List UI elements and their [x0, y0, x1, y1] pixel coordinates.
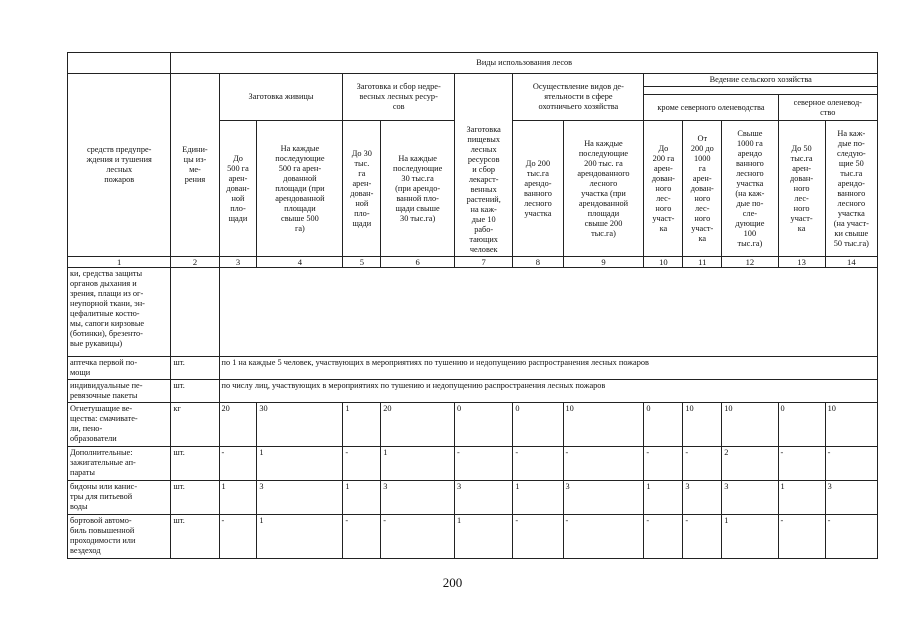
- row-name: индивидуальные пе- ревязочные пакеты: [68, 380, 171, 403]
- col-number: 3: [219, 257, 257, 268]
- row-value: 1: [644, 481, 683, 515]
- header-group-agriculture: Ведение сельского хозяйства: [644, 74, 878, 87]
- row-value: -: [343, 447, 381, 481]
- row-value: -: [219, 447, 257, 481]
- page-number: 200: [442, 575, 463, 590]
- row-value: 3: [455, 481, 513, 515]
- row-span-note: по числу лиц, участвующих в мероприятиях по тушению и недопущению распространения лесных пожаров: [219, 380, 877, 403]
- col-number: 8: [513, 257, 563, 268]
- table-row: [68, 515, 878, 559]
- row-value: 20: [381, 403, 455, 447]
- row-unit: кг: [171, 403, 219, 447]
- col-number: 4: [257, 257, 343, 268]
- row-value: 3: [722, 481, 778, 515]
- row-value: -: [381, 515, 455, 559]
- row-unit: [171, 268, 219, 357]
- row-value: -: [778, 515, 825, 559]
- row-value: -: [219, 515, 257, 559]
- row-unit: шт.: [171, 380, 219, 403]
- row-value: 1: [455, 515, 513, 559]
- row-span-note: по 1 на каждые 5 человек, участвующих в мероприятиях по тушению и недопущению распространения лесных пожаров: [219, 357, 877, 380]
- row-value: 10: [683, 403, 722, 447]
- col-number: 11: [683, 257, 722, 268]
- row-name: ки, средства защиты органов дыхания и зрения, плащи из ог- неупорной ткани, эн- цефалитные костю- мы, сапоги кирзовые (ботинки), брезенто- вые рукавицы): [68, 268, 171, 357]
- row-value: 10: [825, 403, 877, 447]
- row-value: 1: [257, 515, 343, 559]
- col-number: 13: [778, 257, 825, 268]
- row-value: -: [825, 515, 877, 559]
- row-value: 1: [219, 481, 257, 515]
- row-value: 0: [644, 403, 683, 447]
- row-value: 3: [683, 481, 722, 515]
- header-col-11: От 200 до 1000 га арен- дован- ного лес- ного участ- ка: [683, 121, 722, 257]
- header-group-nonwood: Заготовка и сбор недре- весных лесных ресур- сов: [343, 74, 455, 121]
- row-value: -: [343, 515, 381, 559]
- header-col-3: До 500 га арен- дован- ной пло- щади: [219, 121, 257, 257]
- row-name: Дополнительные: зажигательные ап- параты: [68, 447, 171, 481]
- row-value: 20: [219, 403, 257, 447]
- header-units-col: Едини- цы из- ме- рения: [171, 74, 219, 257]
- header-first-col: средств предупре- ждения и тушения лесных пожаров: [68, 74, 171, 257]
- header-col-5: До 30 тыс. га арен- дован- ной пло- щади: [343, 121, 381, 257]
- row-unit: шт.: [171, 447, 219, 481]
- row-value: 0: [513, 403, 563, 447]
- row-span-note: [219, 268, 877, 357]
- table-row: [68, 357, 878, 380]
- header-col-10: До 200 га арен- дован- ного лес- ного участ- ка: [644, 121, 683, 257]
- row-unit: шт.: [171, 357, 219, 380]
- row-name: аптечка первой по- мощи: [68, 357, 171, 380]
- row-unit: шт.: [171, 481, 219, 515]
- col-number: 10: [644, 257, 683, 268]
- row-value: 3: [381, 481, 455, 515]
- row-value: 3: [563, 481, 644, 515]
- header-col-12: Свыше 1000 га арендо ванного лесного участка (на каж- дые по- сле- дующие 100 тыс.га): [722, 121, 778, 257]
- col-number: 7: [455, 257, 513, 268]
- row-value: -: [563, 447, 644, 481]
- row-value: -: [683, 447, 722, 481]
- table-row: [68, 481, 878, 515]
- header-spacer: [644, 87, 878, 95]
- header-title: Виды использования лесов: [171, 53, 878, 74]
- row-name: Огнетушащие ве- щества: смачивате- ли, пено- образователи: [68, 403, 171, 447]
- row-value: 1: [343, 403, 381, 447]
- row-value: 1: [257, 447, 343, 481]
- header-group-food: Заготовка пищевых лесных ресурсов и сбор лекарст- венных растений, на каж- дые 10 рабо- тающих человек: [455, 74, 513, 257]
- row-value: -: [825, 447, 877, 481]
- row-value: -: [513, 447, 563, 481]
- header-group-resin: Заготовка живицы: [219, 74, 343, 121]
- row-value: 10: [722, 403, 778, 447]
- row-value: 2: [722, 447, 778, 481]
- header-agri-nonnorth: кроме северного оленеводства: [644, 95, 778, 121]
- table-row: [68, 380, 878, 403]
- row-value: 10: [563, 403, 644, 447]
- row-value: -: [563, 515, 644, 559]
- row-value: 1: [722, 515, 778, 559]
- row-value: 0: [455, 403, 513, 447]
- row-unit: шт.: [171, 515, 219, 559]
- col-number: 12: [722, 257, 778, 268]
- row-value: -: [644, 447, 683, 481]
- header-col-4: На каждые последующие 500 га арен- дованной площади (при арендованной площади свыше 500 га): [257, 121, 343, 257]
- header-col-8: До 200 тыс.га арендо- ванного лесного участка: [513, 121, 563, 257]
- header-col-14: На каж- дые по- следую- щие 50 тыс.га арендо- ванного лесного участка (на участ- ки свыше 50 тыс.га): [825, 121, 877, 257]
- header-col-13: До 50 тыс.га арен- дован- ного лес- ного участ- ка: [778, 121, 825, 257]
- row-value: -: [778, 447, 825, 481]
- row-value: -: [683, 515, 722, 559]
- row-value: 3: [825, 481, 877, 515]
- col-number: 2: [171, 257, 219, 268]
- table-row: [68, 403, 878, 447]
- col-number: 5: [343, 257, 381, 268]
- row-value: 30: [257, 403, 343, 447]
- column-number-row: [68, 257, 878, 268]
- row-value: 1: [343, 481, 381, 515]
- row-value: -: [644, 515, 683, 559]
- col-number: 6: [381, 257, 455, 268]
- row-value: 1: [381, 447, 455, 481]
- header-corner: [68, 53, 171, 74]
- table-row: [68, 268, 878, 357]
- header-col-9: На каждые последующие 200 тыс. га арендованного лесного участка (при арендованной площади свыше 200 тыс.га): [563, 121, 644, 257]
- row-value: 0: [778, 403, 825, 447]
- col-number: 1: [68, 257, 171, 268]
- table-row: [68, 447, 878, 481]
- row-value: -: [513, 515, 563, 559]
- row-value: 1: [513, 481, 563, 515]
- header-agri-north: северное оленевод- ство: [778, 95, 877, 121]
- fire-equipment-table: [67, 52, 878, 559]
- header-group-hunting: Осуществление видов де- ятельности в сфере охотничьего хозяйства: [513, 74, 644, 121]
- col-number: 14: [825, 257, 877, 268]
- row-name: бортовой автомо- биль повышенной проходимости или вездеход: [68, 515, 171, 559]
- row-value: -: [455, 447, 513, 481]
- header-col-6: На каждые последующие 30 тыс.га (при арендо- ванной пло- щади свыше 30 тыс.га): [381, 121, 455, 257]
- row-name: бидоны или канис- тры для питьевой воды: [68, 481, 171, 515]
- col-number: 9: [563, 257, 644, 268]
- row-value: 3: [257, 481, 343, 515]
- row-value: 1: [778, 481, 825, 515]
